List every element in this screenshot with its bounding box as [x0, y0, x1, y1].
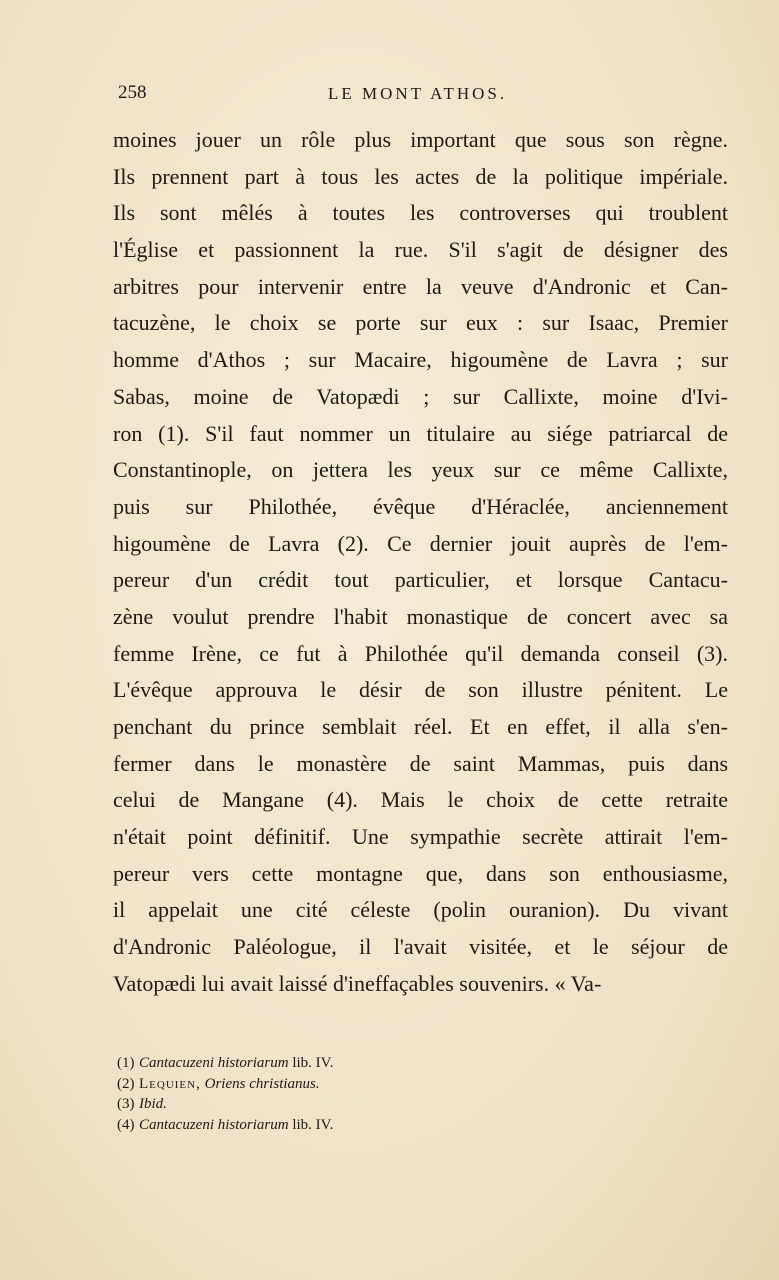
running-title: LE MONT ATHOS.: [328, 84, 508, 103]
footnote: [117, 1115, 637, 1136]
footnote-title: Ibid.: [139, 1096, 167, 1112]
footnotes: [117, 1053, 637, 1135]
text-line: femme Irène, ce fut à Philothée qu'il demanda conseil (3).: [113, 640, 728, 666]
text-line: higoumène de Lavra (2). Ce dernier jouit auprès de l'em-: [113, 530, 728, 556]
footnote-author: Lequien,: [139, 1075, 201, 1092]
footnote: [117, 1074, 637, 1095]
text-line: Ils prennent part à tous les actes de la politique impériale.: [113, 163, 728, 189]
footnote-mark: (3): [117, 1096, 135, 1112]
text-line: celui de Mangane (4). Mais le choix de cette retraite: [113, 787, 728, 813]
footnote-rest: lib. IV.: [288, 1116, 334, 1133]
footnote-mark: (2): [117, 1075, 135, 1092]
page-number: 258: [118, 82, 147, 103]
footnote: [117, 1053, 637, 1074]
footnote-mark: (4): [117, 1116, 135, 1133]
text-line: tacuzène, le choix se porte sur eux : sur Isaac, Premier: [113, 310, 728, 336]
text-line: puis sur Philothée, évêque d'Héraclée, anciennement: [113, 493, 728, 519]
text-line: Constantinople, on jettera les yeux sur ce même Callixte,: [113, 457, 728, 483]
text-line: pereur vers cette montagne que, dans son enthousiasme,: [113, 860, 728, 886]
text-line: Sabas, moine de Vatopædi ; sur Callixte, moine d'Ivi-: [113, 383, 728, 409]
text-line: Ils sont mêlés à toutes les controverses qui troublent: [113, 200, 728, 226]
text-line: penchant du prince semblait réel. Et en effet, il alla s'en-: [113, 714, 728, 739]
text-line: fermer dans le monastère de saint Mammas, puis dans: [113, 750, 728, 776]
page-header: [118, 82, 728, 112]
text-line: L'évêque approuva le désir de son illustre pénitent. Le: [113, 677, 728, 703]
footnote-rest: lib. IV.: [288, 1055, 334, 1071]
text-line: moines jouer un rôle plus important que sous son règne.: [113, 127, 728, 152]
text-line: ron (1). S'il faut nommer un titulaire au siége patriarcal de: [113, 420, 728, 446]
text-line: arbitres pour intervenir entre la veuve d'Andronic et Can-: [113, 273, 728, 299]
text-line: n'était point définitif. Une sympathie secrète attirait l'em-: [113, 824, 728, 850]
footnote-title: Cantacuzeni historiarum: [139, 1116, 289, 1133]
text-line: zène voulut prendre l'habit monastique de concert avec sa: [113, 603, 728, 629]
text-line: l'Église et passionnent la rue. S'il s'agit de désigner des: [113, 237, 728, 263]
footnote-title: Cantacuzeni historiarum: [139, 1055, 289, 1071]
text-line: il appelait une cité céleste (polin ouranion). Du vivant: [113, 897, 728, 923]
footnote-title: Oriens christianus.: [200, 1075, 320, 1092]
body-text: [113, 122, 728, 1003]
text-line: homme d'Athos ; sur Macaire, higoumène de Lavra ; sur: [113, 347, 728, 373]
text-line: Vatopædi lui avait laissé d'ineffaçables souvenirs. « Va-: [113, 970, 602, 996]
text-line: d'Andronic Paléologue, il l'avait visitée, et le séjour de: [113, 934, 728, 960]
text-line: pereur d'un crédit tout particulier, et lorsque Cantacu-: [113, 567, 728, 593]
footnote: [117, 1094, 637, 1115]
footnote-mark: (1): [117, 1055, 135, 1071]
